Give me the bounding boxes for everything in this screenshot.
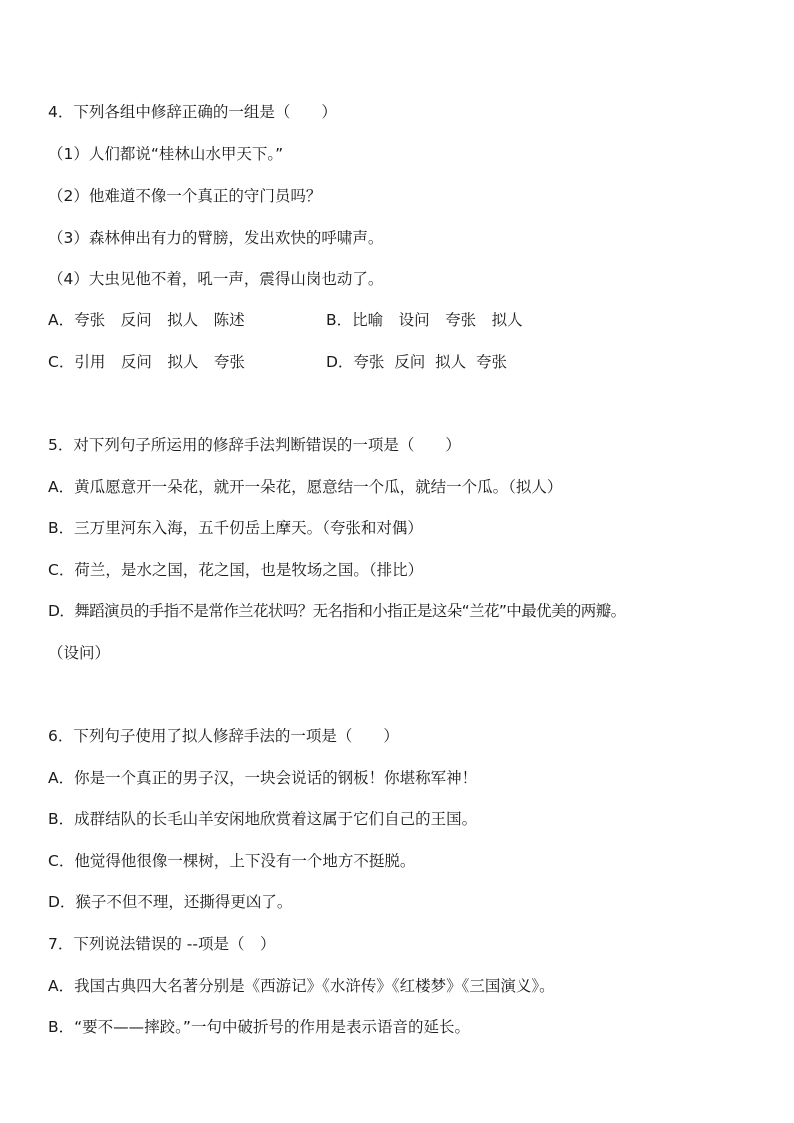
- question-5-option-a: A．黄瓜愿意开一朵花，就开一朵花，愿意结一个瓜，就结一个瓜。（拟人）: [48, 478, 563, 496]
- question-5-option-d: D．舞蹈演员的手指不是常作兰花状吗？无名指和小指正是这朵“兰花”中最优美的两瓣。: [48, 602, 626, 620]
- question-6-option-c: C．他觉得他很像一棵树，上下没有一个地方不挺脱。: [48, 852, 416, 870]
- question-7-option-a: A．我国古典四大名著分别是《西游记》《水浒传》《红楼梦》《三国演义》。: [48, 977, 555, 995]
- question-4-item-2: （2）他难道不像一个真正的守门员吗？: [48, 187, 322, 205]
- question-5-option-d-continued: （设问）: [48, 644, 111, 662]
- question-5-stem: 5．对下列句子所运用的修辞手法判断错误的一项是（ ）: [48, 436, 461, 454]
- question-4-item-1: （1）人们都说“桂林山水甲天下。”: [48, 145, 284, 163]
- question-7-stem: 7．下列说法错误的 --项是（ ）: [48, 935, 276, 953]
- question-6-option-a: A．你是一个真正的男子汉，一块会说话的钢板！你堪称军神！: [48, 769, 478, 787]
- question-5-option-b: B．三万里河东入海，五千仞岳上摩天。（夸张和对偶）: [48, 519, 423, 537]
- question-4-option-c: C．引用 反问 拟人 夸张: [48, 353, 245, 371]
- question-5-option-c: C．荷兰，是水之国，花之国，也是牧场之国。（排比）: [48, 561, 424, 579]
- question-4-option-d: D．夸张 反问 拟人 夸张: [326, 353, 507, 371]
- question-6-option-b: B．成群结队的长毛山羊安闲地欣赏着这属于它们自己的王国。: [48, 810, 478, 828]
- question-7-option-b: B．“要不——摔跤。”一句中破折号的作用是表示语音的延长。: [48, 1018, 470, 1036]
- question-6-option-d: D．猴子不但不理，还撕得更凶了。: [48, 893, 293, 911]
- question-4-stem: 4．下列各组中修辞正确的一组是（ ）: [48, 103, 337, 121]
- question-6-stem: 6．下列句子使用了拟人修辞手法的一项是（ ）: [48, 727, 399, 745]
- question-4-option-b: B．比喻 设问 夸张 拟人: [326, 311, 523, 329]
- question-4-item-4: （4）大虫见他不着，吼一声，震得山岗也动了。: [48, 270, 384, 288]
- question-4-item-3: （3）森林伸出有力的臂膀，发出欢快的呼啸声。: [48, 229, 384, 247]
- question-4-option-a: A．夸张 反问 拟人 陈述: [48, 311, 245, 329]
